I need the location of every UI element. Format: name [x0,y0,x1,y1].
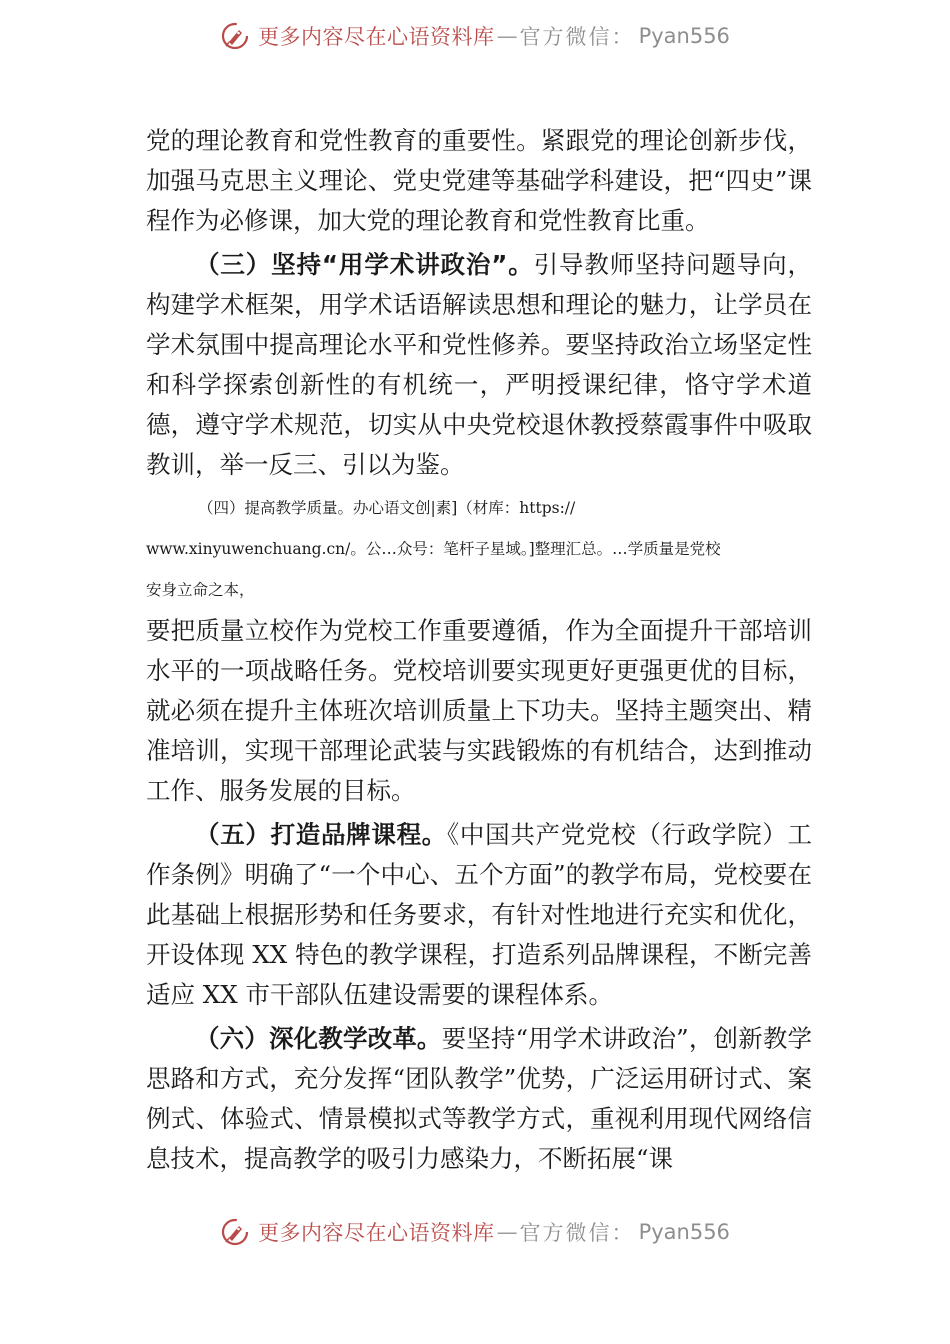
footer-separator: — [496,1220,518,1244]
paragraph-5-text: 要坚持“用学术讲政治”，创新教学思路和方式，充分发挥“团队教学”优势，广泛运用研讨式、案例式、体验式、情景模拟式等教学方式，重视利用现代网络信息技术，提高教学的吸引力感染力，不断拓展“课 [146,1024,812,1173]
pen-nib-logo-icon [220,21,250,51]
header-wechat-label: 官方微信： [519,25,635,49]
paragraph-5 [146,1019,812,1179]
paragraph-4-text: 《中国共产党党校（行政学院）工作条例》明确了“一个中心、五个方面”的教学布局，党校要在此基础上根据形势和任务要求，有针对性地进行充实和优化，开设体现 XX 特色的教学课程，打造系列品牌课程，不断完善适应 XX 市干部队伍建设需要的课程体系。 [146,820,813,1009]
section-heading-3: （三）坚持“用学术讲政治”。 [195,250,534,279]
small-line-1: （四）提高教学质量。办心语文创|素]（材库：https:// [198,499,576,517]
paragraph-4 [146,815,812,1015]
header-brand-text: 更多内容尽在心语资料库 [258,25,495,49]
header-banner [0,14,950,58]
footer-wechat-id: Pyan556 [638,1220,730,1244]
document-body [146,121,812,1179]
footer-wechat-label: 官方微信： [519,1221,635,1245]
header-wechat-id: Pyan556 [638,24,730,48]
paragraph-2 [146,245,812,485]
small-line-3: 安身立命之本， [146,581,255,599]
section-heading-5: （五）打造品牌课程。 [195,820,447,849]
pen-nib-logo-icon [220,1217,250,1247]
header-separator: — [496,24,518,48]
paragraph-3-small [146,488,812,611]
paragraph-3: 要把质量立校作为党校工作重要遵循，作为全面提升干部培训水平的一项战略任务。党校培训要实现更好更强更优的目标，就必须在提升主体班次培训质量上下功夫。坚持主题突出、精准培训，实现干部理论武装与实践锻炼的有机结合，达到推动工作、服务发展的目标。 [146,616,812,805]
footer-brand-text: 更多内容尽在心语资料库 [258,1221,495,1245]
paragraph-1: 党的理论教育和党性教育的重要性。紧跟党的理论创新步伐，加强马克思主义理论、党史党建等基础学科建设，把“四史”课程作为必修课，加大党的理论教育和党性教育比重。 [146,126,812,235]
footer-banner [0,1210,950,1254]
paragraph-2-text: 引导教师坚持问题导向，构建学术框架，用学术话语解读思想和理论的魅力，让学员在学术氛围中提高理论水平和党性修养。要坚持政治立场坚定性和科学探索创新性的有机统一，严明授课纪律，恪守学术道德，遵守学术规范，切实从中央党校退休教授蔡霞事件中吸取教训，举一反三、引以为鉴。 [146,250,813,479]
small-line-2: www.xinyuwenchuang.cn/。公…众号：笔杆子星域。]整理汇总。…学质量是党校 [146,540,721,558]
section-heading-6: （六）深化教学改革。 [195,1024,442,1053]
